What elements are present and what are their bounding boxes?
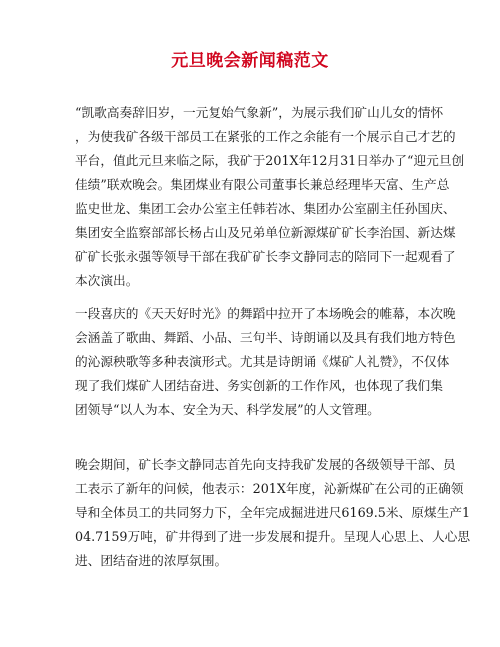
paragraph-line: 现了我们煤矿人团结奋进、务实创新的工作作风，也体现了我们集	[75, 378, 443, 393]
paragraph-line: 的沁源秧歌等多种表演形式。尤其是诗朗诵《煤矿人礼赞》，不仅体	[75, 354, 450, 369]
paragraph-speech	[75, 453, 471, 573]
paragraph-line: ，为使我矿各级干部员工在紧张的工作之余能有一个展示自己才艺的	[75, 129, 456, 144]
paragraph-line: 工表示了新年的问候，他表示：201X年度，沁新煤矿在公司的正确领	[75, 481, 464, 496]
paragraph-line: 集团安全监察部部长杨占山及兄弟单位新源煤矿矿长李治国、新达煤	[75, 225, 456, 240]
paragraph-line: “凯歌高奏辞旧岁，一元复始气象新”，为展示我们矿山儿女的情怀	[75, 105, 444, 120]
paragraph-line: 佳绩”联欢晚会。集团煤业有限公司董事长兼总经理毕天富、生产总	[75, 177, 450, 192]
paragraph-line: 导和全体员工的共同努力下，全年完成掘进进尺6169.5米、原煤生产1	[75, 505, 471, 520]
paragraph-program	[75, 302, 456, 422]
paragraph-line: 一段喜庆的《天天好时光》的舞蹈中拉开了本场晚会的帷幕，本次晚	[75, 306, 456, 321]
paragraph-line: 平台，值此元旦来临之际，我矿于201X年12月31日举办了“迎元旦创	[75, 153, 465, 168]
paragraph-line: 进、团结奋进的浓厚氛围。	[75, 553, 228, 568]
paragraph-line: 本次演出。	[75, 273, 139, 288]
paragraph-intro	[75, 101, 465, 293]
paragraph-line: 会涵盖了歌曲、舞蹈、小品、三句半、诗朗诵以及具有我们地方特色	[75, 330, 456, 345]
paragraph-line: 监史世龙、集团工会办公室主任韩若冰、集团办公室副主任孙国庆、	[75, 201, 456, 216]
paragraph-line: 团领导“以人为本、安全为天、科学发展”的人文管理。	[75, 402, 380, 417]
paragraph-line: 矿矿长张永强等领导干部在我矿矿长李文静同志的陪同下一起观看了	[75, 249, 456, 264]
paragraph-line: 晚会期间，矿长李文静同志首先向支持我矿发展的各级领导干部、员	[75, 457, 456, 472]
paragraph-line: 04.7159万吨，矿井得到了进一步发展和提升。呈现人心思上、人心思	[75, 529, 471, 544]
document-title: 元旦晚会新闻稿范文	[171, 51, 329, 71]
